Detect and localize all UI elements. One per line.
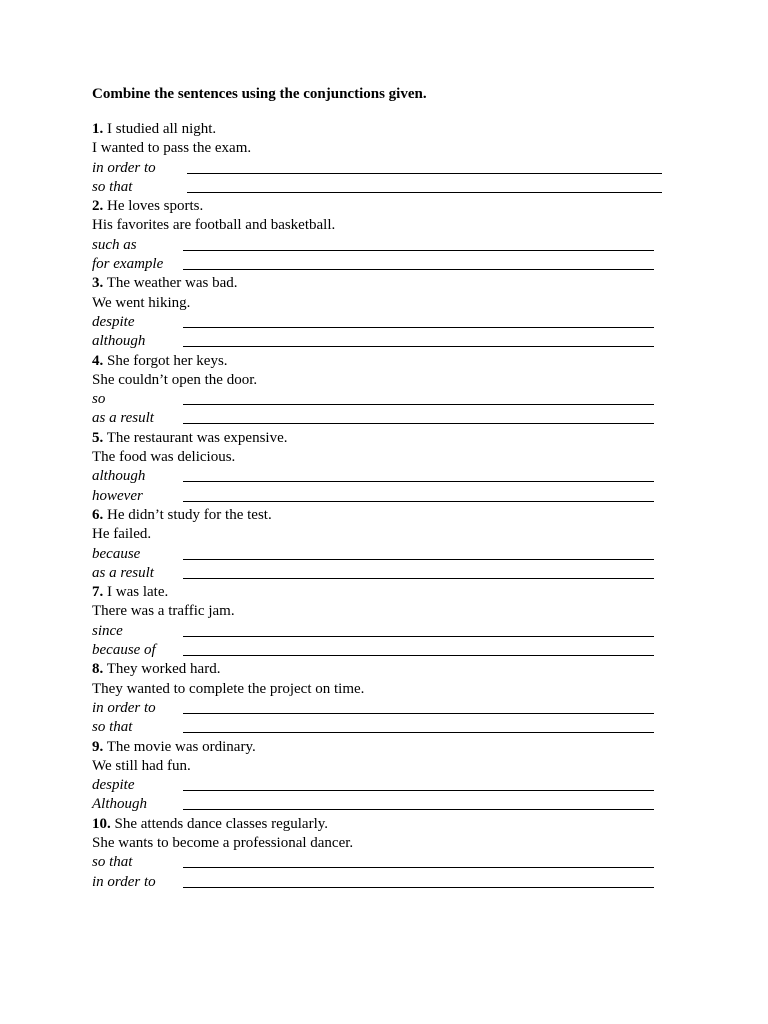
sentence-text: The movie was ordinary. — [106, 738, 256, 755]
exercise-number: 5. — [92, 429, 104, 446]
conjunction-label: Although — [92, 796, 147, 813]
exercise-6 — [92, 506, 662, 583]
answer-row[interactable] — [92, 873, 662, 892]
conjunction-label: as a result — [92, 410, 154, 427]
exercise-4 — [92, 352, 662, 429]
sentence-1 — [92, 506, 662, 525]
sentence-1 — [92, 660, 662, 679]
answer-line[interactable] — [183, 578, 654, 579]
answer-row[interactable] — [92, 409, 662, 428]
sentence-2 — [92, 680, 662, 699]
answer-line[interactable] — [183, 887, 654, 888]
conjunction-label: as a result — [92, 564, 154, 581]
sentence-text: I was late. — [107, 584, 169, 601]
sentence-text: She attends dance classes regularly. — [114, 815, 329, 832]
conjunction-label: although — [92, 468, 146, 485]
answer-row[interactable] — [92, 313, 662, 332]
answer-row[interactable] — [92, 390, 662, 409]
conjunction-label: such as — [92, 236, 137, 253]
answer-row[interactable] — [92, 236, 662, 255]
conjunction-label: so — [92, 391, 106, 408]
answer-line[interactable] — [183, 790, 654, 791]
answer-row[interactable] — [92, 545, 662, 564]
sentence-text: There was a traffic jam. — [92, 603, 235, 620]
exercise-7 — [92, 583, 662, 660]
sentence-1 — [92, 738, 662, 757]
exercise-1 — [92, 120, 662, 197]
sentence-2 — [92, 216, 662, 235]
answer-row[interactable] — [92, 467, 662, 486]
conjunction-label: despite — [92, 777, 135, 794]
answer-row[interactable] — [92, 564, 662, 583]
exercise-number: 7. — [92, 584, 104, 601]
answer-line[interactable] — [183, 655, 654, 656]
sentence-text: She forgot her keys. — [107, 352, 228, 369]
exercise-8 — [92, 660, 662, 737]
answer-row[interactable] — [92, 159, 662, 178]
sentence-1 — [92, 120, 662, 139]
answer-row[interactable] — [92, 332, 662, 351]
exercise-number: 1. — [92, 121, 104, 137]
sentence-text: We still had fun. — [92, 757, 191, 774]
conjunction-label: for example — [92, 256, 164, 273]
answer-line[interactable] — [183, 713, 654, 714]
answer-row[interactable] — [92, 776, 662, 795]
exercise-number: 6. — [92, 506, 104, 523]
exercise-3 — [92, 274, 662, 351]
conjunction-label: since — [92, 622, 123, 639]
answer-line[interactable] — [183, 732, 654, 733]
conjunction-label: in order to — [92, 159, 156, 176]
sentence-1 — [92, 583, 662, 602]
sentence-text: They worked hard. — [106, 661, 221, 678]
sentence-text: They wanted to complete the project on time. — [92, 680, 365, 697]
sentence-text: We went hiking. — [92, 294, 191, 311]
answer-row[interactable] — [92, 487, 662, 506]
sentence-text: I studied all night. — [107, 121, 217, 137]
sentence-text: I wanted to pass the exam. — [92, 140, 252, 157]
answer-line[interactable] — [187, 173, 662, 174]
exercise-number: 2. — [92, 198, 104, 215]
answer-row[interactable] — [92, 795, 662, 814]
sentence-text: He loves sports. — [107, 198, 204, 215]
sentence-text: He failed. — [92, 526, 152, 543]
answer-row[interactable] — [92, 718, 662, 737]
sentence-2 — [92, 834, 662, 853]
conjunction-label: so that — [92, 719, 133, 736]
exercise-number: 10. — [92, 815, 111, 832]
sentence-1 — [92, 274, 662, 293]
sentence-text: She couldn’t open the door. — [92, 371, 258, 388]
sentence-2 — [92, 602, 662, 621]
sentence-1 — [92, 197, 662, 216]
answer-line[interactable] — [183, 250, 654, 251]
exercise-number: 4. — [92, 352, 104, 369]
answer-line[interactable] — [183, 346, 654, 347]
answer-row[interactable] — [92, 622, 662, 641]
answer-row[interactable] — [92, 641, 662, 660]
sentence-1 — [92, 815, 662, 834]
sentence-1 — [92, 352, 662, 371]
sentence-2 — [92, 448, 662, 467]
answer-line[interactable] — [183, 481, 654, 482]
conjunction-label: because — [92, 545, 141, 562]
instruction-heading: Combine the sentences using the conjunctions given. — [92, 86, 427, 102]
conjunction-label: although — [92, 333, 146, 350]
answer-row[interactable] — [92, 255, 662, 274]
answer-line[interactable] — [183, 559, 654, 560]
exercise-2 — [92, 197, 662, 274]
exercise-list — [92, 120, 662, 892]
answer-row[interactable] — [92, 853, 662, 872]
sentence-text: He didn’t study for the test. — [107, 506, 272, 523]
answer-line[interactable] — [183, 269, 654, 270]
sentence-text: The restaurant was expensive. — [106, 429, 288, 446]
sentence-text: The weather was bad. — [106, 275, 238, 292]
sentence-2 — [92, 294, 662, 313]
sentence-2 — [92, 525, 662, 544]
answer-line[interactable] — [183, 423, 654, 424]
exercise-number: 9. — [92, 738, 104, 755]
answer-line[interactable] — [183, 327, 654, 328]
answer-line[interactable] — [183, 809, 654, 810]
answer-line[interactable] — [183, 404, 654, 405]
exercise-10 — [92, 815, 662, 892]
sentence-text: The food was delicious. — [92, 449, 236, 466]
exercise-number: 3. — [92, 275, 104, 292]
answer-line[interactable] — [183, 501, 654, 502]
conjunction-label: in order to — [92, 699, 156, 716]
sentence-1 — [92, 429, 662, 448]
conjunction-label: so that — [92, 854, 133, 871]
sentence-2 — [92, 371, 662, 390]
sentence-text: His favorites are football and basketball. — [92, 217, 336, 234]
answer-line[interactable] — [183, 867, 654, 868]
conjunction-label: despite — [92, 313, 135, 330]
conjunction-label: because of — [92, 642, 156, 659]
exercise-5 — [92, 429, 662, 506]
sentence-2 — [92, 139, 662, 158]
exercise-9 — [92, 738, 662, 815]
sentence-text: She wants to become a professional dancer. — [92, 834, 354, 851]
answer-line[interactable] — [187, 192, 662, 193]
conjunction-label: however — [92, 487, 143, 504]
answer-row[interactable] — [92, 178, 662, 197]
answer-row[interactable] — [92, 699, 662, 718]
exercise-number: 8. — [92, 661, 104, 678]
conjunction-label: so that — [92, 178, 133, 195]
conjunction-label: in order to — [92, 873, 156, 890]
sentence-2 — [92, 757, 662, 776]
answer-line[interactable] — [183, 636, 654, 637]
